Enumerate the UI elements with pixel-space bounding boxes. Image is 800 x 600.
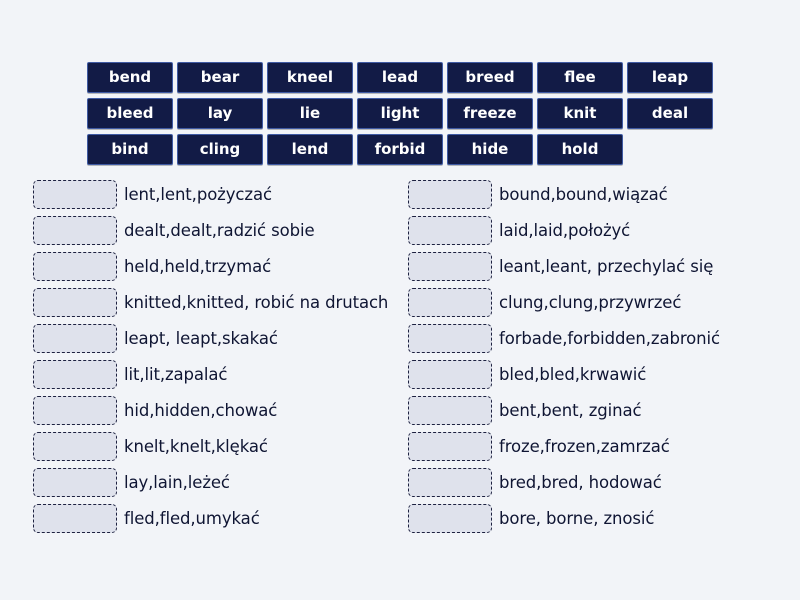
word-tile[interactable]: kneel xyxy=(267,62,353,93)
word-tile[interactable]: knit xyxy=(537,98,623,129)
drop-target[interactable] xyxy=(33,360,117,389)
match-row xyxy=(33,324,413,354)
clue-text: dealt,dealt,radzić sobie xyxy=(124,221,315,240)
match-row xyxy=(408,396,788,426)
clue-text: leant,leant, przechylać się xyxy=(499,257,714,276)
clue-text: clung,clung,przywrzeć xyxy=(499,293,682,312)
clue-text: lay,lain,leżeć xyxy=(124,473,230,492)
drop-target[interactable] xyxy=(33,216,117,245)
word-tile[interactable]: cling xyxy=(177,134,263,165)
match-row xyxy=(408,360,788,390)
match-row xyxy=(408,504,788,534)
word-tile[interactable]: leap xyxy=(627,62,713,93)
word-tile[interactable]: deal xyxy=(627,98,713,129)
match-row xyxy=(33,396,413,426)
drop-target[interactable] xyxy=(408,432,492,461)
match-row xyxy=(408,252,788,282)
drop-target[interactable] xyxy=(33,288,117,317)
word-tile[interactable]: lie xyxy=(267,98,353,129)
word-tile[interactable]: lay xyxy=(177,98,263,129)
clue-text: bled,bled,krwawić xyxy=(499,365,647,384)
drop-target[interactable] xyxy=(33,324,117,353)
drop-target[interactable] xyxy=(33,468,117,497)
word-tile[interactable]: lead xyxy=(357,62,443,93)
drop-target[interactable] xyxy=(408,360,492,389)
match-row xyxy=(408,180,788,210)
drop-target[interactable] xyxy=(33,180,117,209)
word-tile[interactable]: forbid xyxy=(357,134,443,165)
clue-text: knitted,knitted, robić na drutach xyxy=(124,293,389,312)
match-row xyxy=(33,216,413,246)
word-tile[interactable]: hold xyxy=(537,134,623,165)
match-row xyxy=(33,360,413,390)
clue-text: forbade,forbidden,zabronić xyxy=(499,329,720,348)
match-row xyxy=(408,432,788,462)
word-tile[interactable]: bear xyxy=(177,62,263,93)
clue-text: froze,frozen,zamrzać xyxy=(499,437,670,456)
clue-text: bent,bent, zginać xyxy=(499,401,642,420)
clue-text: knelt,knelt,klękać xyxy=(124,437,268,456)
word-tile[interactable]: breed xyxy=(447,62,533,93)
word-tile[interactable]: hide xyxy=(447,134,533,165)
match-row xyxy=(33,180,413,210)
match-row xyxy=(408,324,788,354)
word-tile[interactable]: bleed xyxy=(87,98,173,129)
clue-text: lent,lent,pożyczać xyxy=(124,185,272,204)
match-row xyxy=(408,468,788,498)
word-tile[interactable]: freeze xyxy=(447,98,533,129)
match-row xyxy=(33,432,413,462)
drop-target[interactable] xyxy=(408,252,492,281)
match-row xyxy=(33,504,413,534)
drop-target[interactable] xyxy=(408,180,492,209)
match-row xyxy=(33,288,413,318)
drop-target[interactable] xyxy=(408,324,492,353)
match-row xyxy=(33,252,413,282)
word-tile[interactable]: flee xyxy=(537,62,623,93)
match-row xyxy=(408,288,788,318)
clue-text: bred,bred, hodować xyxy=(499,473,662,492)
match-row xyxy=(408,216,788,246)
drop-target[interactable] xyxy=(408,396,492,425)
drop-target[interactable] xyxy=(408,468,492,497)
drop-target[interactable] xyxy=(33,504,117,533)
drop-target[interactable] xyxy=(408,504,492,533)
drop-target[interactable] xyxy=(33,432,117,461)
word-tile[interactable]: lend xyxy=(267,134,353,165)
clue-text: laid,laid,położyć xyxy=(499,221,631,240)
clue-text: held,held,trzymać xyxy=(124,257,272,276)
word-tile[interactable]: bind xyxy=(87,134,173,165)
word-tile[interactable]: light xyxy=(357,98,443,129)
drop-target[interactable] xyxy=(408,288,492,317)
clue-text: fled,fled,umykać xyxy=(124,509,260,528)
word-tile[interactable]: bend xyxy=(87,62,173,93)
clue-text: hid,hidden,chować xyxy=(124,401,278,420)
drop-target[interactable] xyxy=(408,216,492,245)
clue-text: bound,bound,wiązać xyxy=(499,185,668,204)
drop-target[interactable] xyxy=(33,396,117,425)
clue-text: lit,lit,zapalać xyxy=(124,365,228,384)
match-row xyxy=(33,468,413,498)
drop-target[interactable] xyxy=(33,252,117,281)
clue-text: leapt, leapt,skakać xyxy=(124,329,278,348)
clue-text: bore, borne, znosić xyxy=(499,509,655,528)
